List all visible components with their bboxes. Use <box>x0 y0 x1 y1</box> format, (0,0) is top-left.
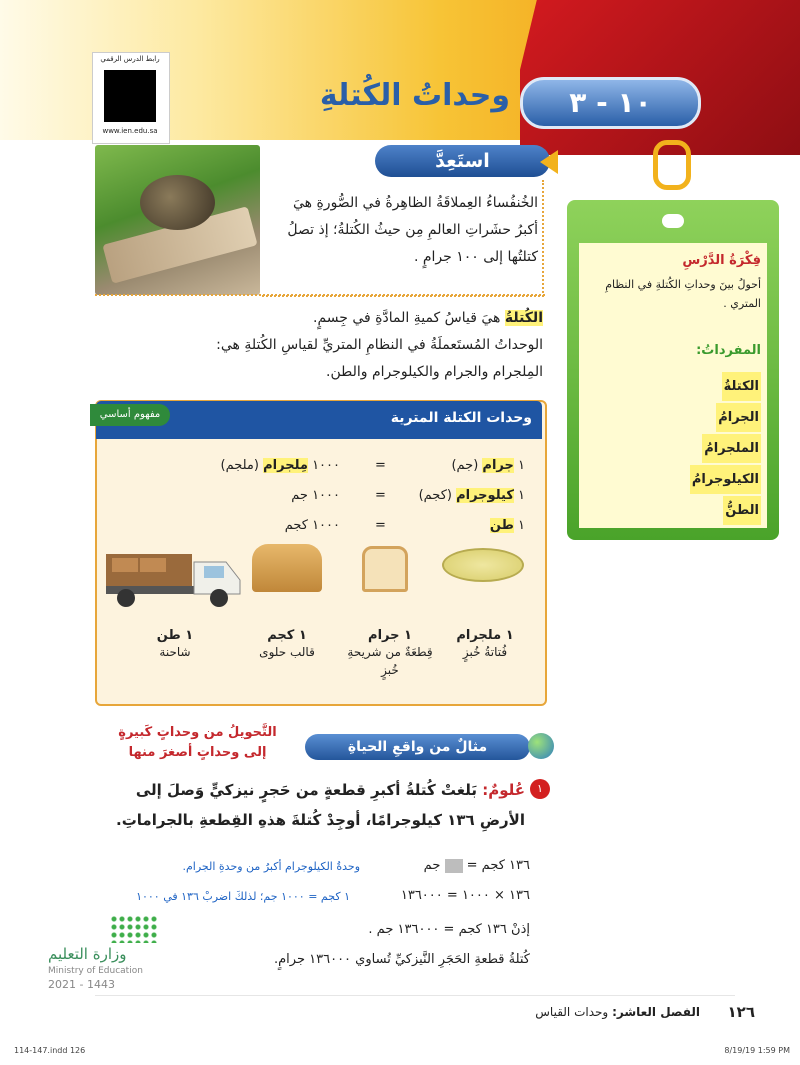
lesson-title: وحداتُ الكُتلةِ <box>319 78 510 113</box>
conv-row-left: ١ جرام (جم) <box>451 458 525 473</box>
note2: ١ كجم = ١٠٠٠ جم؛ لذلكَ اضربْ ١٣٦ في ١٠٠٠ <box>136 890 350 903</box>
definition-block <box>95 305 543 386</box>
cake-icon <box>252 544 322 592</box>
qr-code-icon[interactable] <box>104 70 156 122</box>
chapter-label: الفصل العاشر: وحدات القياس <box>535 1005 700 1019</box>
prepare-text: الخُنفُساءُ العِملاقَةُ الظاهِرةُ في الصُّورةِ هيَ أكبرُ حشَراتِ العالمِ مِن حيثُ الكُتلةُ؛ إذ تصلُ كتلتُها إلى ١٠٠ جرامٍ . <box>287 195 538 265</box>
idea-heading: فِكْرَةُ الدَّرْسِ <box>682 253 761 268</box>
conv-row-left: ١ كيلوجرام (كجم) <box>418 488 525 503</box>
vocab-item: الطنُّ <box>585 494 761 525</box>
arrow-icon <box>540 150 558 174</box>
lesson-number: ١٠ - ٣ <box>520 77 701 129</box>
ministry-logo-icon <box>110 915 158 943</box>
beetle-icon <box>140 175 215 230</box>
blank-box <box>445 859 463 873</box>
ring-icon <box>653 140 691 190</box>
note1: وحدةُ الكيلوجرام أكبرُ من وحدةِ الجرام. <box>182 860 360 873</box>
vocab-item: الجرامُ <box>585 401 761 432</box>
conv-row-eq: = <box>375 458 386 473</box>
ministry-name-ar: وزارة التعليم <box>48 945 127 963</box>
file-info: 114-147.indd 126 <box>14 1046 86 1055</box>
conv-row-eq: = <box>375 488 386 503</box>
caption-mg: ١ ملجرام فُتاتةُ خُبزٍ <box>456 628 514 659</box>
work-line3: إذنْ ١٣٦ كجم = ١٣٦٠٠٠ جم . <box>368 922 530 937</box>
lesson-url[interactable]: www.ien.edu.sa <box>102 127 158 135</box>
conv-row-right: ١٠٠٠ كجم <box>284 518 340 533</box>
tag-hole <box>662 214 684 228</box>
caption-ton: ١ طن شاحنة <box>156 628 194 659</box>
definition-line3: المِلجرام والجرام والكيلوجرام والطن. <box>326 364 543 380</box>
key-concept-badge: مفهوم أساسي <box>90 404 170 426</box>
real-world-subtitle: التَّحويلُ من وحداتٍ كَبيرةٍ إلى وحداتٍ أصغرَ منها <box>118 725 277 760</box>
truck-icon <box>104 548 244 610</box>
vocab-item: الكيلوجرامُ <box>585 463 761 494</box>
conv-row-right: ١٠٠٠ جم <box>291 488 340 503</box>
definition-term: الكُتلةُ <box>504 310 543 326</box>
qr-caption: رابط الدرس الرقمي <box>100 55 160 63</box>
conv-row-left: ١ طن <box>489 518 525 533</box>
idea-text: أحولُ بينَ وحداتِ الكُتلةِ في النظامِ المتري . <box>605 278 761 310</box>
caption-kg: ١ كجم قالب حلوى <box>259 628 315 659</box>
conclusion: كُتلةُ قطعةِ الحَجَرِ النَّيزكيِّ تُساوي ١٣٦٠٠٠ جرامٍ. <box>274 952 530 967</box>
prepare-label: استَعِدَّ <box>375 145 550 177</box>
definition-line2: الوحداتُ المُستَعملَةُ في النظامِ المتريِّ لقياسِ الكُتلةِ هي: <box>216 337 543 353</box>
work-line2: ١٣٦ × ١٠٠٠ = ١٣٦٠٠٠ <box>400 888 530 903</box>
conv-row-right: ١٠٠٠ مِلجرام (ملجم) <box>220 458 340 473</box>
vocab-list <box>585 370 761 525</box>
real-world-label: مثالٌ من واقعِ الحياةِ <box>305 734 530 760</box>
bread-slice-icon <box>362 546 408 592</box>
vocab-heading: المفرداتُ: <box>696 343 761 358</box>
key-concept-title: وحدات الكتلة المترية <box>390 410 532 426</box>
globe-icon <box>528 733 554 759</box>
page-number: ١٢٦ <box>727 1003 755 1021</box>
definition-line1: هيَ قياسُ كميةِ المادَّةِ في جِسمٍ. <box>313 310 505 326</box>
crumb-plate-icon <box>442 548 524 582</box>
date-info: 8/19/19 1:59 PM <box>724 1046 790 1055</box>
ministry-year: 2021 - 1443 <box>48 978 115 991</box>
example-text: عُلومٌ: بَلغتْ كُتلةُ أكبرِ قطعةٍ من حَجرٍ نيزكيٍّ وَصلَ إلى الأرضِ ١٣٦ كيلوجرامًا، أوجِدْ كُتلةَ هذهِ القِطعةِ بالجراماتِ. <box>116 781 525 829</box>
conv-row-eq: = <box>375 518 386 533</box>
vocab-item: الكتلةُ <box>585 370 761 401</box>
footer-rule <box>95 995 735 996</box>
example-number: ١ <box>530 779 550 799</box>
vocab-item: الملجرامُ <box>585 432 761 463</box>
caption-g: ١ جرام قِطعَةٌ من شريحةِ خُبزٍ <box>347 628 433 677</box>
ministry-name-en: Ministry of Education <box>48 966 143 976</box>
work-line1: ١٣٦ كجم = جم <box>423 858 530 873</box>
section-divider <box>95 294 545 296</box>
